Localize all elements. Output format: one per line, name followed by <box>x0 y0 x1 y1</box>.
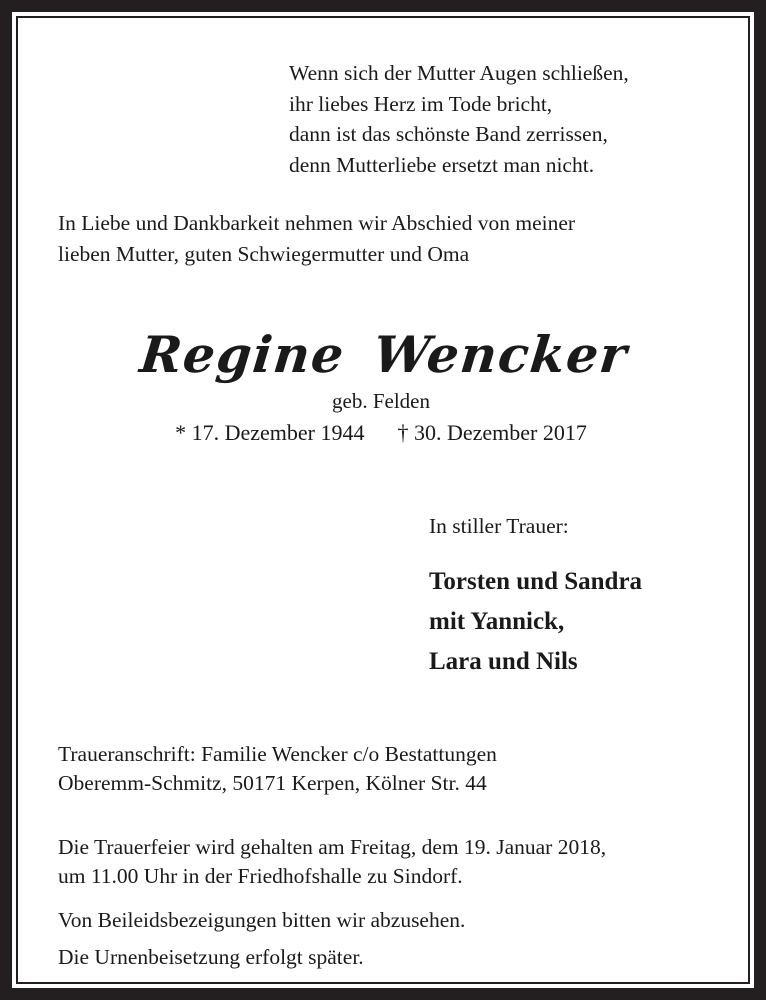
mourner-line: Lara und Nils <box>429 648 578 675</box>
mourning-address <box>58 740 497 798</box>
memorial-poem <box>289 58 629 180</box>
maiden-name: geb. Felden <box>332 389 430 413</box>
mourners-names <box>429 562 642 682</box>
address-line: Traueranschrift: Familie Wencker c/o Bestattungen <box>58 742 497 766</box>
death-symbol-icon: † <box>397 420 409 445</box>
condolence-note: Von Beileidsbezeigungen bitten wir abzusehen. <box>58 908 466 932</box>
birth-date: 17. Dezember 1944 <box>191 420 365 445</box>
birth-symbol-icon: * <box>175 420 187 445</box>
inner-border-rule <box>16 16 750 984</box>
interment-note: Die Urnenbeisetzung erfolgt später. <box>58 945 364 969</box>
mourners-block <box>429 512 642 682</box>
life-dates <box>18 419 744 447</box>
funeral-service-details <box>58 833 606 891</box>
dedication-line: lieben Mutter, guten Schwiegermutter und Oma <box>58 241 470 266</box>
deceased-name: Regine Wencker <box>137 325 632 384</box>
service-line: Die Trauerfeier wird gehalten am Freitag, dem 19. Januar 2018, <box>58 835 607 859</box>
notice-content <box>18 18 748 982</box>
poem-line: dann ist das schönste Band zerrissen, <box>289 122 608 146</box>
address-line: Oberemm-Schmitz, 50171 Kerpen, Kölner Str. 44 <box>58 771 487 795</box>
poem-line: Wenn sich der Mutter Augen schließen, <box>289 61 629 85</box>
dedication-line: In Liebe und Dankbarkeit nehmen wir Abschied von meiner <box>58 211 576 235</box>
border-gap <box>12 12 754 988</box>
service-line: um 11.00 Uhr in der Friedhofshalle zu Sindorf. <box>58 864 463 888</box>
death-date: 30. Dezember 2017 <box>414 420 587 445</box>
dedication-text <box>58 208 738 269</box>
deceased-block <box>18 324 744 447</box>
mourners-intro: In stiller Trauer: <box>429 514 569 538</box>
mourner-line: mit Yannick, <box>429 608 565 635</box>
mourner-line: Torsten und Sandra <box>429 568 643 595</box>
poem-line: ihr liebes Herz im Tode bricht, <box>289 91 553 116</box>
poem-line: denn Mutterliebe ersetzt man nicht. <box>289 152 595 177</box>
